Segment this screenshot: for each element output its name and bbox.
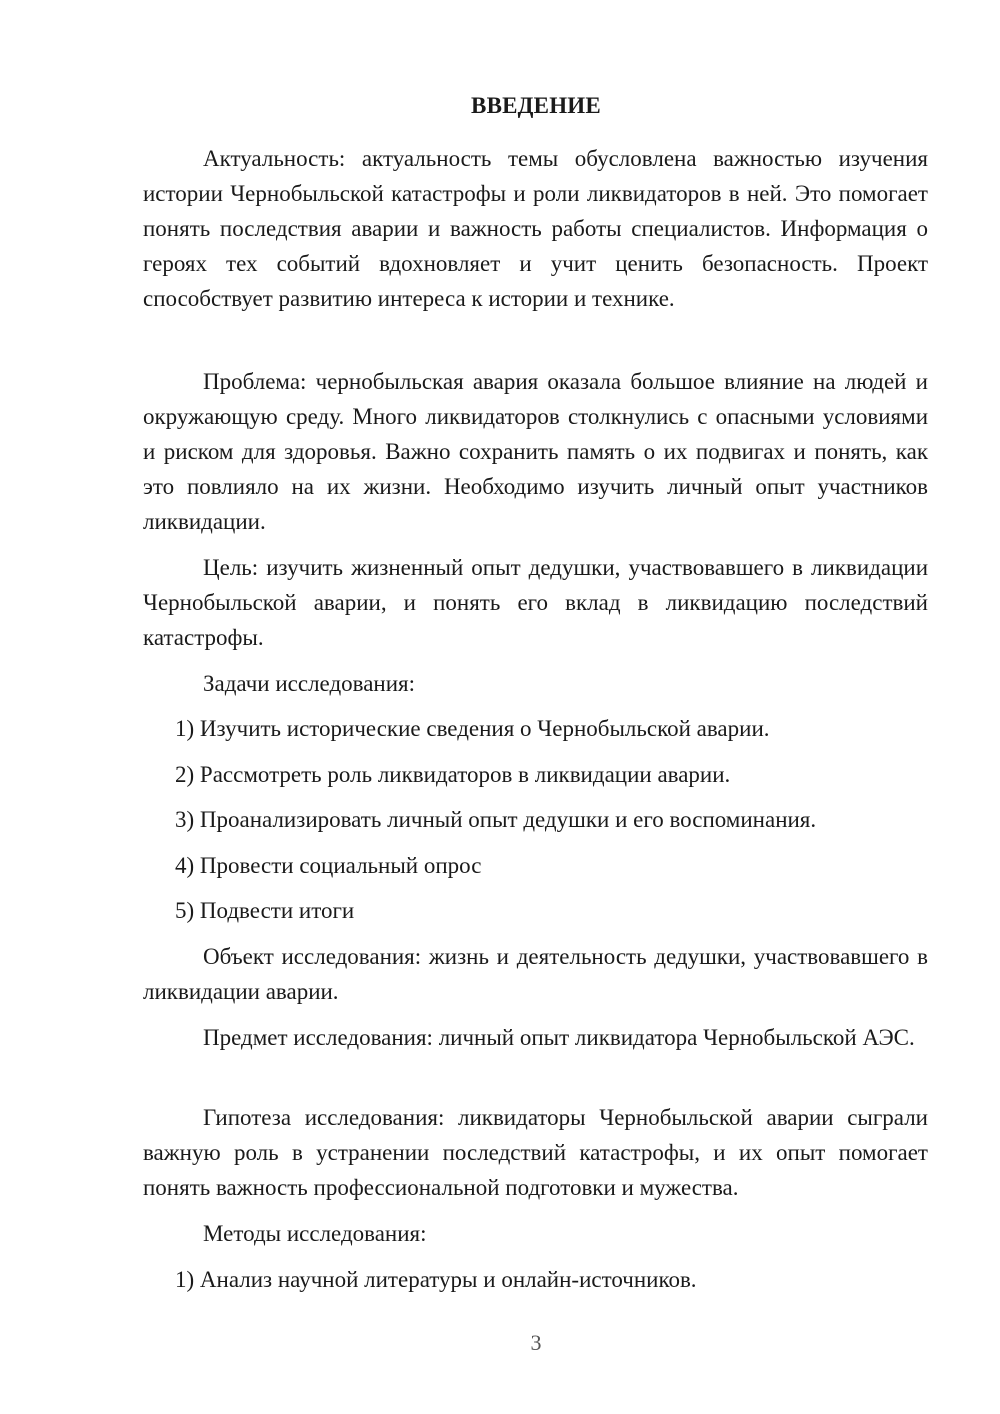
- method-item: 1) Анализ научной литературы и онлайн-источников.: [175, 1267, 697, 1292]
- task-item: 1) Изучить исторические сведения о Чернобыльской аварии.: [175, 716, 770, 741]
- methods-title: Методы исследования:: [203, 1221, 427, 1246]
- page-number: 3: [530, 1330, 542, 1355]
- task-item: 3) Проанализировать личный опыт дедушки и его воспоминания.: [175, 807, 817, 832]
- page-title: ВВЕДЕНИЕ: [471, 93, 601, 118]
- object-paragraph: Объект исследования: жизнь и деятельность дедушки, участвовавшего в ликвидации аварии.: [143, 944, 928, 1004]
- task-item: 2) Рассмотреть роль ликвидаторов в ликвидации аварии.: [175, 762, 731, 787]
- subject-paragraph: Предмет исследования: личный опыт ликвидатора Чернобыльской АЭС.: [203, 1025, 915, 1050]
- goal-paragraph: Цель: изучить жизненный опыт дедушки, участвовавшего в ликвидации Чернобыльской аварии, и понять его вклад в ликвидацию последствий катастрофы.: [143, 555, 928, 650]
- relevance-paragraph: Актуальность: актуальность темы обусловлена важностью изучения истории Чернобыльской катастрофы и роли ликвидаторов в ней. Это помогает понять последствия аварии и важность работы специалистов. Информация о героях тех событий вдохновляет и учит ценить безопасность. Проект способствует развитию интереса к истории и технике.: [143, 146, 928, 311]
- tasks-title: Задачи исследования:: [203, 671, 416, 696]
- hypothesis-paragraph: Гипотеза исследования: ликвидаторы Чернобыльской аварии сыграли важную роль в устранении последствий катастрофы, и их опыт помогает понять важность профессиональной подготовки и мужества.: [143, 1105, 928, 1200]
- problem-paragraph: Проблема: чернобыльская авария оказала большое влияние на людей и окружающую среду. Много ликвидаторов столкнулись с опасными условиями и риском для здоровья. Важно сохранить память о их подвигах и понять, как это повлияло на их жизни. Необходимо изучить личный опыт участников ликвидации.: [143, 369, 928, 534]
- task-item: 5) Подвести итоги: [175, 898, 355, 923]
- task-item: 4) Провести социальный опрос: [175, 853, 482, 878]
